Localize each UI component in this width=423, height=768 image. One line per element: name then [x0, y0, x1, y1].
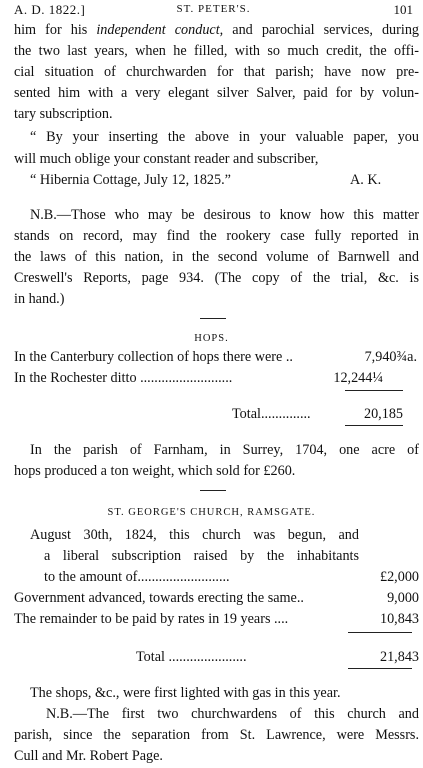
header-date: A. D. 1822.]	[14, 2, 86, 17]
note1-line-4: Creswell's Reports, page 934. (The copy of the trial, &c. is	[14, 270, 419, 286]
church-total-rule	[348, 668, 412, 669]
section-divider-2	[200, 490, 226, 491]
church-para-4: Cull and Mr. Robert Page.	[14, 748, 163, 764]
hops-total-value: 20,185	[363, 406, 403, 422]
hops-row-rochester: In the Rochester ditto ..........................	[14, 370, 233, 386]
letter-line-4: sented him with a very elegant silver Salver, paid for by volun-	[14, 85, 419, 101]
hops-row-canterbury: In the Canterbury collection of hops there were ..	[14, 349, 293, 365]
church-line-5: The remainder to be paid by rates in 19 years ....	[14, 611, 289, 627]
note1-line-2: stands on record, may find the rookery case fully reported in	[14, 228, 419, 244]
hops-value-canterbury: 7,940¾a.	[364, 349, 417, 365]
letter-line-1	[14, 21, 419, 39]
letter-line-1b: and parochial services, during	[232, 22, 420, 38]
farnham-line-1: In the parish of Farnham, in Surrey, 1704, one acre of	[30, 442, 419, 458]
letter-line-2: the two last years, when he filled, with so much credit, the offi-	[14, 43, 419, 59]
running-header	[14, 2, 413, 18]
church-para-1: The shops, &c., were first lighted with gas in this year.	[30, 685, 341, 701]
letter-line-6: “ By your inserting the above in your valuable paper, you	[30, 129, 419, 145]
note1-line-1: N.B.—Those who may be desirous to know how this matter	[30, 207, 419, 223]
letter-line-5: tary subscription.	[14, 106, 113, 122]
church-value-remainder: 10,843	[379, 611, 419, 627]
church-total-label: Total ......................	[136, 649, 247, 665]
church-total-value: 21,843	[379, 649, 419, 665]
hops-sum-rule	[345, 390, 403, 391]
church-line-2: a liberal subscription raised by the inhabitants	[44, 548, 359, 564]
letter-line-1a: him for his	[14, 22, 88, 38]
letter-line-8: “ Hibernia Cottage, July 12, 1825.”	[30, 172, 231, 188]
church-sum-rule	[348, 632, 412, 633]
letter-line-7: will much oblige your constant reader and subscriber,	[14, 151, 319, 167]
hops-heading: HOPS.	[194, 333, 229, 344]
church-line-4: Government advanced, towards erecting the same..	[14, 590, 304, 606]
church-heading: ST. GEORGE'S CHURCH, RAMSGATE.	[107, 507, 316, 518]
hops-value-rochester: 12,244¼	[333, 370, 383, 386]
letter-signature: A. K.	[350, 172, 382, 188]
note1-line-5: in hand.)	[14, 291, 65, 307]
hops-total-rule	[345, 425, 403, 426]
farnham-line-2: hops produced a ton weight, which sold for £260.	[14, 463, 296, 479]
letter-line-3: cial situation of churchwarden for that parish; have now pre-	[14, 64, 419, 80]
church-line-3: to the amount of..........................	[44, 569, 230, 585]
church-value-subscription: £2,000	[379, 569, 419, 585]
header-title: ST. PETER'S.	[176, 3, 251, 15]
church-value-government: 9,000	[387, 590, 419, 606]
hops-total-label: Total..............	[232, 406, 311, 422]
page-number: 101	[393, 2, 413, 17]
church-para-2: N.B.—The first two churchwardens of this church and	[46, 706, 419, 722]
church-line-1: August 30th, 1824, this church was begun, and	[30, 527, 359, 543]
note1-line-3: the laws of this nation, in the second volume of Barnwell and	[14, 249, 419, 265]
letter-line-1-italic: independent conduct,	[96, 22, 224, 38]
section-divider	[200, 318, 226, 319]
church-para-3: parish, since the separation from St. Lawrence, were Messrs.	[14, 727, 419, 743]
